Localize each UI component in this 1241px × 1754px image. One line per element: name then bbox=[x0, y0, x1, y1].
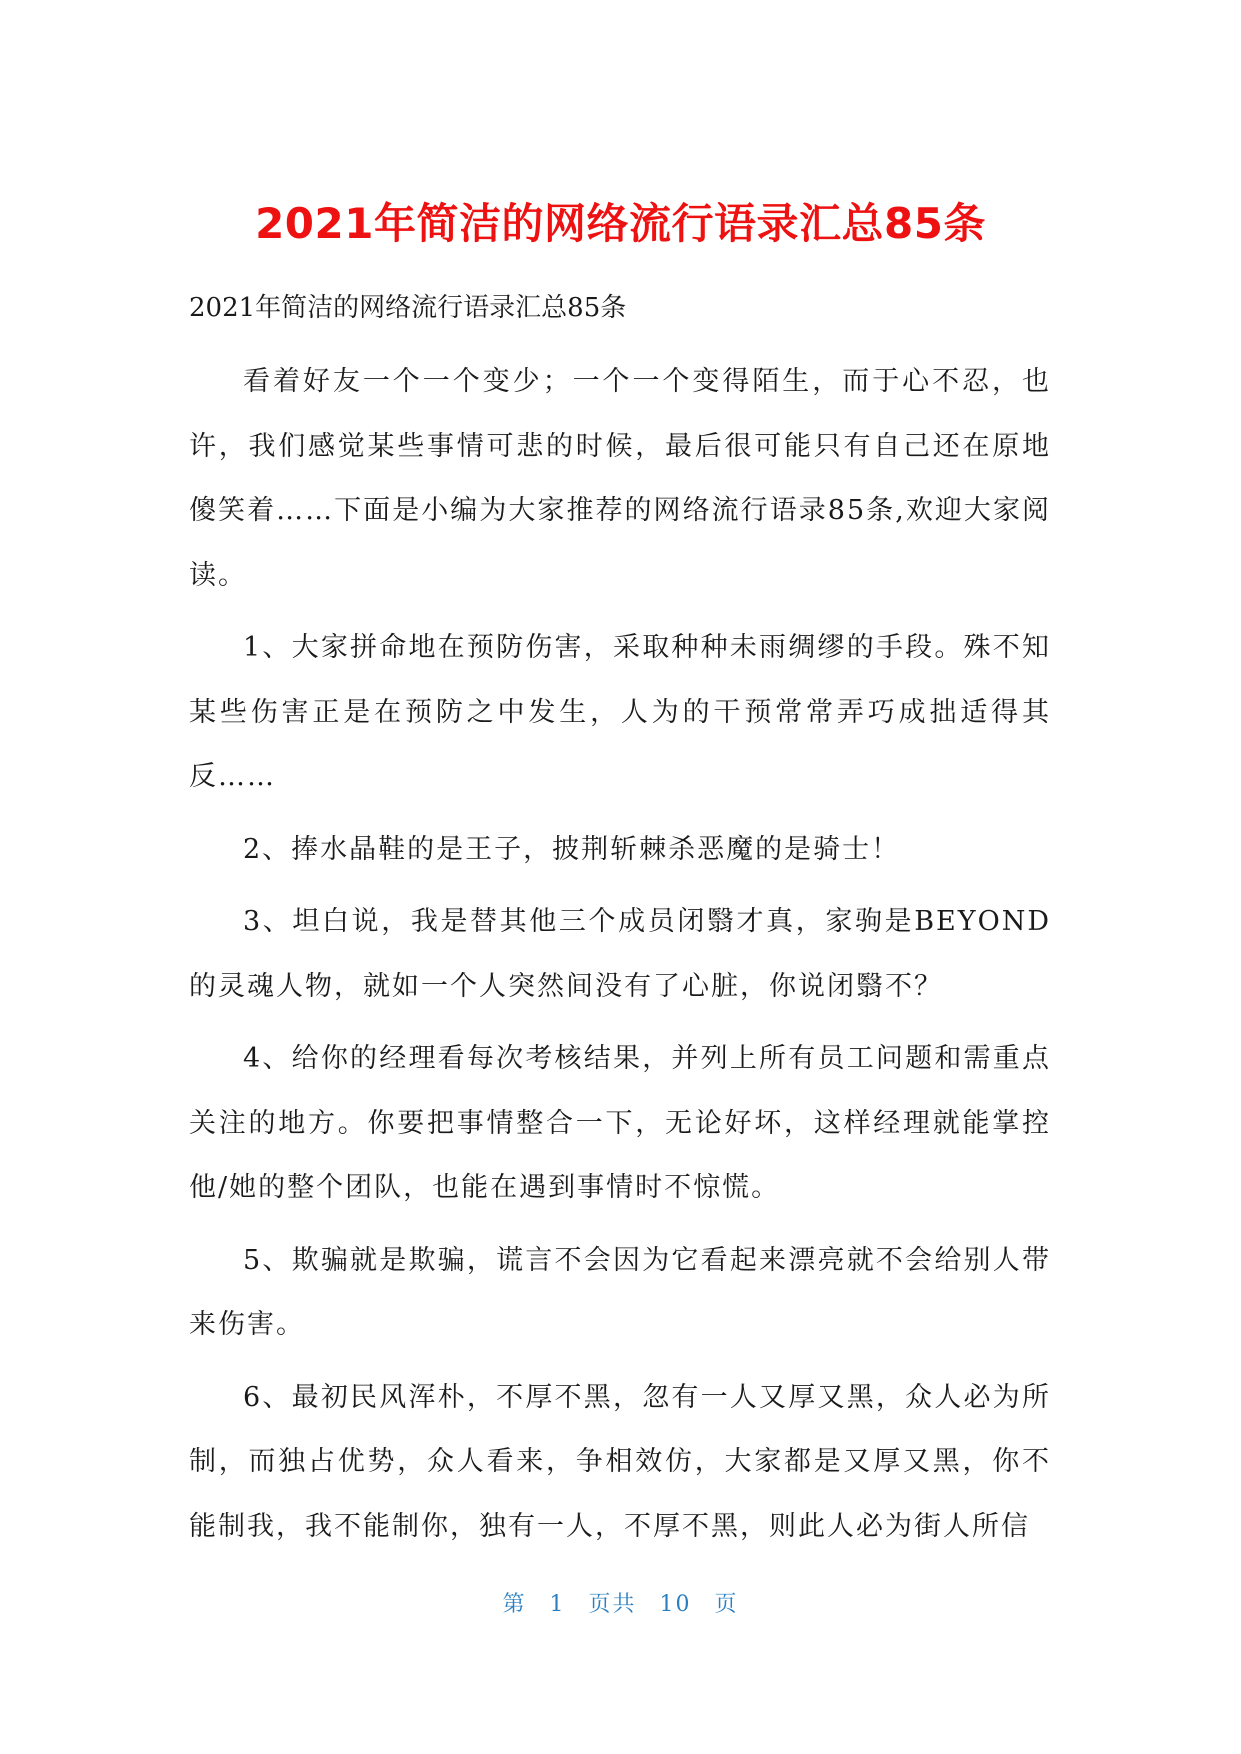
document-subtitle: 2021年简洁的网络流行语录汇总85条 bbox=[189, 293, 627, 323]
list-item: 5、欺骗就是欺骗，谎言不会因为它看起来漂亮就不会给别人带来伤害。 bbox=[189, 1244, 1051, 1340]
intro-paragraph: 看着好友一个一个变少；一个一个变得陌生，而于心不忍，也许，我们感觉某些事情可悲的时候，最后很可能只有自己还在原地傻笑着……下面是小编为大家推荐的网络流行语录85条,欢迎大家阅读。 bbox=[189, 366, 1051, 591]
list-item: 1、大家拼命地在预防伤害，采取种种未雨绸缪的手段。殊不知某些伤害正是在预防之中发生，人为的干预常常弄巧成拙适得其反…… bbox=[189, 632, 1051, 792]
list-item: 3、坦白说，我是替其他三个成员闭翳才真，家驹是BEYOND的灵魂人物，就如一个人突然间没有了心脏，你说闭翳不？ bbox=[189, 906, 1051, 1002]
list-item: 6、最初民风浑朴，不厚不黑，忽有一人又厚又黑，众人必为所制，而独占优势，众人看来，争相效仿，大家都是又厚又黑，你不能制我，我不能制你，独有一人，不厚不黑，则此人必为街人所信 bbox=[189, 1381, 1051, 1542]
list-item: 4、给你的经理看每次考核结果，并列上所有员工问题和需重点关注的地方。你要把事情整合一下，无论好坏，这样经理就能掌控他/她的整个团队，也能在遇到事情时不惊慌。 bbox=[189, 1043, 1051, 1203]
page-footer: 第 1 页共 10 页 bbox=[502, 1592, 739, 1617]
list-item: 2、捧水晶鞋的是王子，披荆斩棘杀恶魔的是骑士！ bbox=[243, 833, 901, 865]
document-body bbox=[189, 350, 1051, 1567]
document-title: 2021年简洁的网络流行语录汇总85条 bbox=[255, 199, 986, 248]
